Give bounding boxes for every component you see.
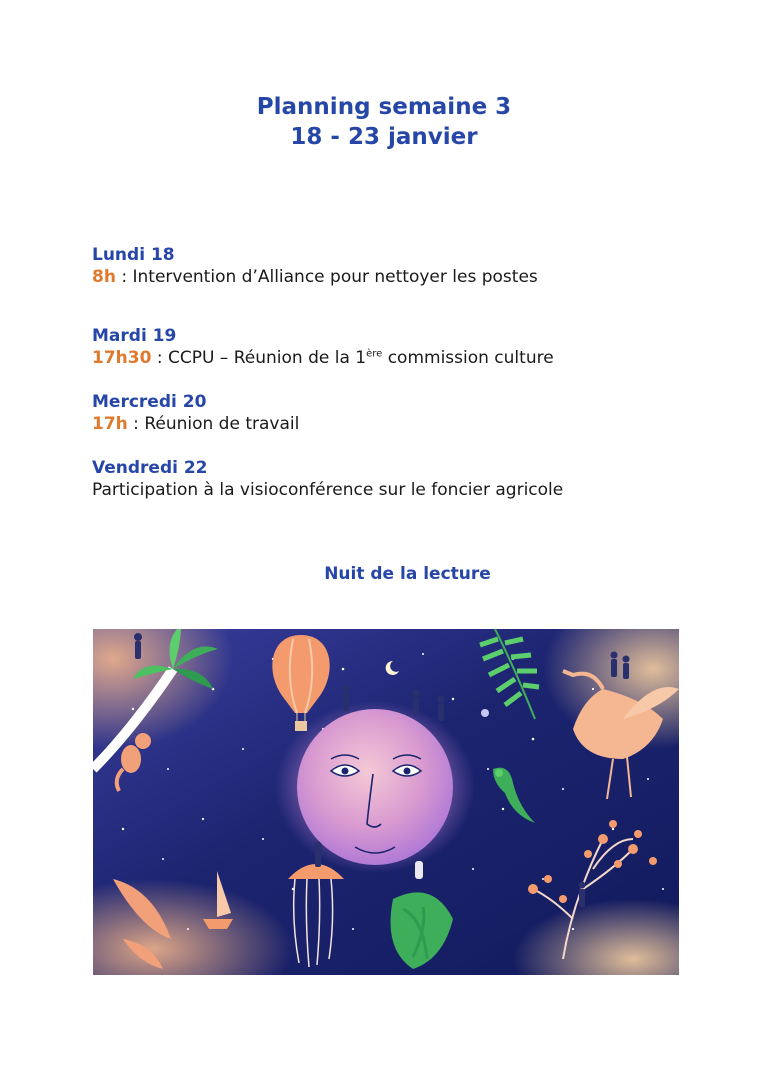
title-line-2: 18 - 23 janvier: [290, 124, 478, 150]
day-friday: [92, 457, 563, 501]
nuit-lecture-illustration: [93, 629, 679, 975]
day-name: Mercredi 20: [92, 392, 207, 412]
day-name: Vendredi 22: [92, 458, 208, 478]
event-time: 17h: [92, 414, 128, 434]
event-text: Intervention d’Alliance pour nettoyer les postes: [132, 267, 538, 287]
event-separator: :: [115, 267, 133, 287]
event-line: [92, 266, 538, 288]
day-monday: [92, 244, 538, 288]
event-time: 17h30: [92, 348, 152, 368]
event-text-end: commission culture: [382, 348, 554, 368]
event-time: 8h: [92, 267, 116, 287]
ordinal-superscript: ère: [366, 348, 383, 360]
section-title: Nuit de la lecture: [324, 564, 491, 584]
event-text: Participation à la visioconférence sur le foncier agricole: [92, 480, 564, 500]
event-separator: :: [151, 348, 168, 368]
event-line: [92, 413, 299, 435]
day-wednesday: [92, 391, 299, 435]
event-separator: :: [127, 414, 145, 434]
moon-face: [297, 709, 453, 865]
event-text: CCPU – Réunion de la 1: [167, 348, 367, 368]
event-line: [92, 479, 563, 501]
event-line: [92, 347, 554, 369]
day-tuesday: [92, 325, 554, 369]
title-line-1: Planning semaine 3: [256, 94, 512, 120]
day-name: Mardi 19: [92, 326, 177, 346]
event-text: Réunion de travail: [144, 414, 300, 434]
planet: [481, 709, 489, 717]
day-name: Lundi 18: [92, 245, 175, 265]
